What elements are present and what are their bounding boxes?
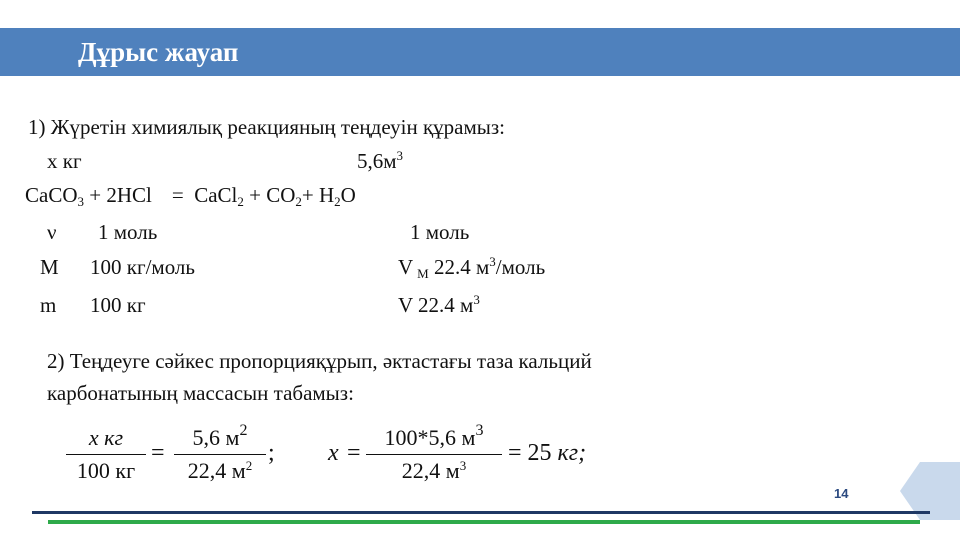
result-value: = 25 кг; (508, 440, 587, 466)
fraction-mass-ratio: х кг 100 кг (66, 424, 146, 485)
step1-heading: 1) Жүретін химиялық реакцияның теңдеуін құрамыз: (28, 115, 506, 139)
nu-label: ν (47, 220, 57, 244)
semicolon-1: ; (268, 440, 275, 466)
volume-value: V 22.4 $м^3$ (398, 292, 480, 317)
fraction-volume-ratio: 5,6 $м^2$ 22,4 $м^2$ (174, 424, 266, 485)
mass-value: 100 кг (90, 293, 146, 317)
step2-line2: карбонатының массасын табамыз: (47, 381, 354, 405)
given-mass: х кг (47, 149, 82, 173)
equals-sign-2: = (347, 440, 361, 466)
nu-right: 1 моль (410, 220, 470, 244)
molar-volume: V $_М$ 22.4 $м^3$/моль (398, 254, 546, 281)
nu-left: 1 моль (98, 220, 158, 244)
equals-sign-1: = (151, 440, 165, 466)
footer-line-navy (32, 511, 930, 514)
x-variable: x (328, 440, 339, 466)
slide-title: Дұрыс жауап (78, 37, 239, 67)
page-number: 14 (834, 486, 849, 501)
mass-label: m (40, 293, 57, 317)
fraction-solution: 100*5,6 $м^3$ 22,4 $м^3$ (366, 424, 502, 485)
reaction-equation: CaCO$_3$ + 2HCl = CaCl$_2$ + $CO_2+ H_2O$ (25, 183, 356, 209)
molar-mass-label: M (40, 255, 59, 279)
molar-mass-value: 100 кг/моль (90, 255, 195, 279)
given-volume: $5,6м^3$ (357, 148, 404, 173)
step2-line1: 2) Теңдеуге сәйкес пропорцияқұрып, әктастағы таза кальций (47, 349, 592, 373)
footer-line-green (48, 520, 920, 524)
